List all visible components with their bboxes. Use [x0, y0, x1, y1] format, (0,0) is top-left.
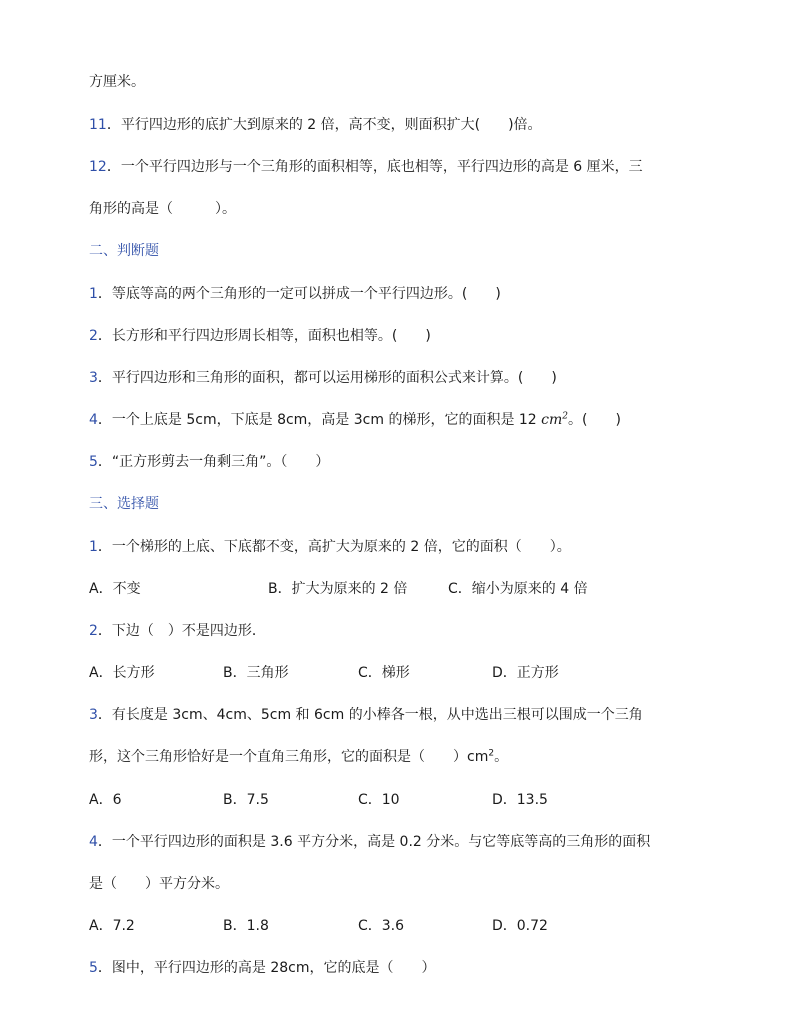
question-text: ．平行四边形的底扩大到原来的 2 倍，高不变，则面积扩大( )倍。 [106, 117, 542, 133]
choice-question-1: 1．一个梯形的上底、下底都不变，高扩大为原来的 2 倍，它的面积（ ）。 [89, 539, 571, 555]
unit-cm: cm [541, 412, 563, 428]
option-b: B．7.5 [223, 792, 269, 808]
option-a: A．6 [89, 792, 122, 808]
option-a: A．7.2 [89, 918, 135, 934]
option-b: B．扩大为原来的 2 倍 [268, 581, 408, 597]
judgment-question-5: 5．“正方形剪去一角剩三角”。（ ） [89, 454, 330, 470]
question-number: 12 [89, 159, 107, 175]
option-d: D．正方形 [492, 665, 559, 681]
option-c: C．10 [358, 792, 400, 808]
choice-question-4-cont: 是（ ）平方分米。 [89, 876, 229, 892]
question-12-cont: 角形的高是（ ）。 [89, 201, 236, 217]
section-heading-judgment: 二、判断题 [89, 243, 159, 259]
choice-question-3-cont: 形，这个三角形恰好是一个直角三角形，它的面积是（ ）$cm^2$。 [89, 748, 509, 765]
choice-question-5: 5．图中，平行四边形的高是 28cm，它的底是（ ） [89, 960, 436, 976]
option-c: C．3.6 [358, 918, 405, 934]
option-b: B．1.8 [223, 918, 269, 934]
section-heading-choice: 三、选择题 [89, 496, 159, 512]
question-text: ．一个平行四边形与一个三角形的面积相等，底也相等，平行四边形的高是 6 厘米，三 [106, 159, 643, 175]
question-11 [89, 115, 542, 135]
question-number: 11 [89, 117, 107, 133]
judgment-question-1: 1．等底等高的两个三角形的一定可以拼成一个平行四边形。( ) [89, 286, 501, 302]
choice-question-3: 3．有长度是 3cm、4cm、5cm 和 6cm 的小棒各一根，从中选出三根可以围成一个三角 [89, 707, 643, 723]
option-b: B．三角形 [223, 665, 289, 681]
choice-question-4: 4．一个平行四边形的面积是 3.6 平方分米，高是 0.2 分米。与它等底等高的三角形的面积 [89, 834, 651, 850]
choice-question-2: 2．下边（ ）不是四边形． [89, 623, 266, 639]
judgment-question-4: 4．一个上底是 5cm，下底是 8cm，高是 3cm 的梯形，它的面积是 12 $cm^2$。( ) [89, 411, 621, 428]
option-d: D．13.5 [492, 792, 548, 808]
option-c: C．梯形 [358, 665, 410, 681]
continued-text: 方厘米。 [89, 74, 145, 90]
option-a: A．不变 [89, 581, 141, 597]
judgment-question-3: 3．平行四边形和三角形的面积，都可以运用梯形的面积公式来计算。( ) [89, 370, 557, 386]
option-a: A．长方形 [89, 665, 155, 681]
judgment-question-2: 2．长方形和平行四边形周长相等，面积也相等。( ) [89, 328, 431, 344]
option-d: D．0.72 [492, 918, 548, 934]
question-12 [89, 157, 643, 177]
option-c: C．缩小为原来的 4 倍 [448, 581, 588, 597]
